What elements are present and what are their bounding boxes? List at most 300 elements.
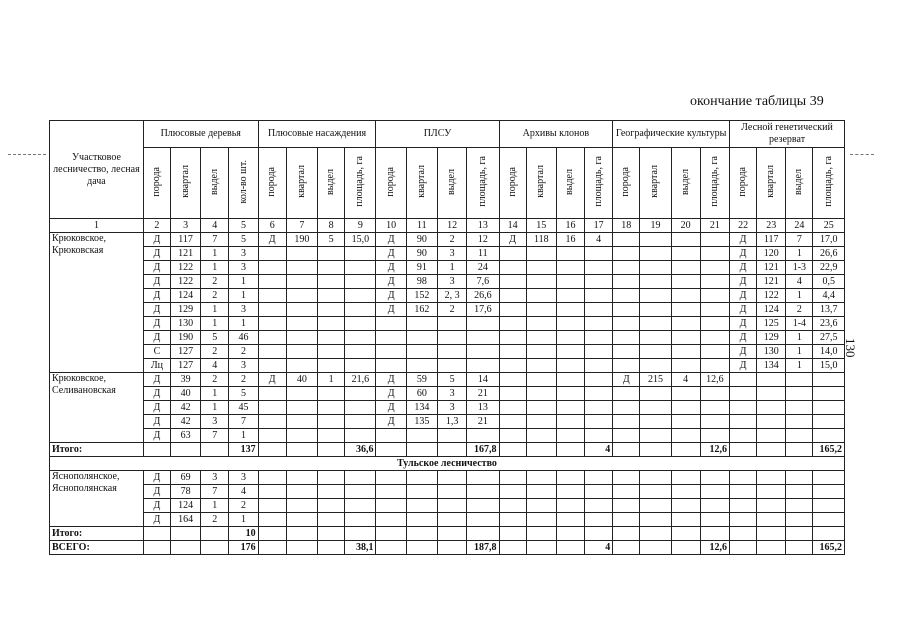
table-cell: 117	[757, 233, 786, 247]
table-cell	[730, 513, 757, 527]
table-cell	[556, 289, 584, 303]
table-cell	[671, 345, 700, 359]
table-cell	[671, 541, 700, 555]
table-cell: 14,0	[813, 345, 845, 359]
table-cell	[526, 275, 556, 289]
table-cell	[286, 275, 317, 289]
table-cell	[467, 345, 499, 359]
table-cell: 1	[438, 261, 467, 275]
table-cell	[258, 513, 286, 527]
table-cell	[585, 401, 613, 415]
col-num: 1	[50, 219, 144, 233]
location-cell: Яснополянское, Яснополянская	[50, 471, 144, 527]
table-cell	[318, 527, 345, 541]
table-cell	[556, 331, 584, 345]
table-cell: 124	[757, 303, 786, 317]
table-cell: 1	[201, 317, 229, 331]
table-cell	[345, 513, 376, 527]
table-cell	[613, 471, 640, 485]
clones-header: Архивы клонов	[499, 121, 613, 148]
table-cell: Д	[376, 289, 406, 303]
table-cell	[286, 485, 317, 499]
table-cell: 4	[786, 275, 813, 289]
table-cell	[345, 345, 376, 359]
table-cell	[640, 387, 671, 401]
table-cell	[700, 247, 729, 261]
table-cell	[345, 317, 376, 331]
table-cell: Д	[143, 485, 170, 499]
table-cell	[786, 401, 813, 415]
table-cell: 2	[201, 289, 229, 303]
table-cell	[406, 527, 437, 541]
table-cell	[170, 541, 200, 555]
table-cell	[757, 499, 786, 513]
table-cell: 121	[170, 247, 200, 261]
table-cell	[499, 359, 526, 373]
table-cell	[286, 317, 317, 331]
table-cell	[556, 373, 584, 387]
table-cell	[526, 387, 556, 401]
table-row	[50, 485, 845, 499]
table-cell: 121	[757, 261, 786, 275]
table-cell	[757, 387, 786, 401]
table-cell	[467, 485, 499, 499]
table-cell	[376, 317, 406, 331]
table-cell	[585, 261, 613, 275]
stands-header: Плюсовые насаждения	[258, 121, 376, 148]
table-cell	[700, 387, 729, 401]
sub-quarter: квартал	[415, 165, 427, 198]
table-cell	[813, 387, 845, 401]
table-cell: 4	[201, 359, 229, 373]
table-cell	[640, 471, 671, 485]
table-cell	[700, 527, 729, 541]
table-cell	[556, 275, 584, 289]
sub-header	[556, 148, 584, 219]
table-cell: 2	[229, 373, 258, 387]
table-cell	[258, 247, 286, 261]
table-cell: Д	[143, 415, 170, 429]
table-cell: Д	[143, 247, 170, 261]
table-cell: 90	[406, 233, 437, 247]
table-row	[50, 233, 845, 247]
table-cell	[467, 429, 499, 443]
table-cell	[613, 443, 640, 457]
table-cell: 59	[406, 373, 437, 387]
table-cell	[786, 443, 813, 457]
table-cell	[671, 317, 700, 331]
table-cell	[613, 359, 640, 373]
table-cell: 134	[757, 359, 786, 373]
table-cell	[613, 387, 640, 401]
sub-section: выдел	[679, 168, 691, 195]
table-cell: 21	[467, 387, 499, 401]
table-cell	[286, 247, 317, 261]
table-cell	[499, 471, 526, 485]
district-header: Участковое лесничество, лесная дача	[50, 121, 144, 219]
table-cell	[700, 415, 729, 429]
table-cell	[170, 443, 200, 457]
table-cell	[613, 429, 640, 443]
table-cell	[467, 331, 499, 345]
table-cell	[170, 527, 200, 541]
table-cell: 190	[286, 233, 317, 247]
table-cell	[201, 527, 229, 541]
table-row	[50, 359, 845, 373]
table-cell: 4	[671, 373, 700, 387]
table-cell	[786, 387, 813, 401]
col-num: 23	[757, 219, 786, 233]
table-cell	[318, 345, 345, 359]
table-cell: 2	[201, 513, 229, 527]
table-cell: 3	[229, 303, 258, 317]
table-cell	[345, 303, 376, 317]
table-cell	[318, 303, 345, 317]
table-cell	[499, 485, 526, 499]
table-cell	[406, 345, 437, 359]
sub-area: площадь, га	[708, 156, 720, 207]
table-cell	[345, 485, 376, 499]
table-cell	[499, 317, 526, 331]
col-num: 10	[376, 219, 406, 233]
table-cell	[438, 331, 467, 345]
table-cell: 1	[201, 387, 229, 401]
table-cell: Д	[143, 401, 170, 415]
table-cell: Д	[730, 317, 757, 331]
table-cell	[585, 387, 613, 401]
table-cell: 91	[406, 261, 437, 275]
table-cell	[730, 373, 757, 387]
table-cell	[640, 541, 671, 555]
table-cell: 2	[229, 499, 258, 513]
subtotal-row	[50, 527, 845, 541]
col-num: 22	[730, 219, 757, 233]
table-cell	[406, 485, 437, 499]
table-cell: 21,6	[345, 373, 376, 387]
total-value: 12,6	[700, 443, 729, 457]
table-cell	[499, 513, 526, 527]
table-cell	[671, 527, 700, 541]
sub-species: порода	[737, 166, 749, 197]
table-cell: 1	[201, 303, 229, 317]
col-num: 19	[640, 219, 671, 233]
total-value: 176	[229, 541, 258, 555]
table-cell	[526, 513, 556, 527]
table-cell: Д	[730, 233, 757, 247]
table-cell: 190	[170, 331, 200, 345]
table-cell	[526, 303, 556, 317]
sub-header	[345, 148, 376, 219]
sub-header	[438, 148, 467, 219]
table-cell: 215	[640, 373, 671, 387]
table-cell: 42	[170, 415, 200, 429]
table-cell	[757, 485, 786, 499]
table-cell	[406, 513, 437, 527]
table-cell: 2, 3	[438, 289, 467, 303]
table-cell: 7	[201, 485, 229, 499]
table-cell: 7	[229, 415, 258, 429]
table-cell	[526, 289, 556, 303]
table-cell	[406, 471, 437, 485]
table-cell	[585, 415, 613, 429]
sub-header	[757, 148, 786, 219]
table-cell	[556, 247, 584, 261]
table-cell: Д	[143, 429, 170, 443]
table-cell: 98	[406, 275, 437, 289]
table-cell	[700, 471, 729, 485]
table-cell	[757, 443, 786, 457]
table-cell	[640, 289, 671, 303]
table-cell: 69	[170, 471, 200, 485]
grand-total-row	[50, 541, 845, 555]
table-cell	[700, 401, 729, 415]
table-row	[50, 471, 845, 485]
geo-header: Географические культуры	[613, 121, 730, 148]
table-cell	[499, 373, 526, 387]
table-cell	[318, 387, 345, 401]
sub-header	[585, 148, 613, 219]
table-cell	[286, 499, 317, 513]
table-cell	[345, 387, 376, 401]
table-cell	[671, 443, 700, 457]
table-cell	[813, 415, 845, 429]
table-cell	[376, 513, 406, 527]
table-cell	[585, 429, 613, 443]
col-num: 6	[258, 219, 286, 233]
table-cell: Д	[730, 359, 757, 373]
table-cell	[345, 289, 376, 303]
table-cell	[467, 513, 499, 527]
table-cell: 3	[438, 401, 467, 415]
table-cell	[526, 261, 556, 275]
table-cell: 2	[229, 345, 258, 359]
col-num: 17	[585, 219, 613, 233]
table-cell	[671, 415, 700, 429]
table-cell	[318, 513, 345, 527]
table-cell	[345, 261, 376, 275]
table-cell: 7,6	[467, 275, 499, 289]
table-cell: 7	[786, 233, 813, 247]
table-cell	[438, 345, 467, 359]
table-cell: 4	[229, 485, 258, 499]
sub-header	[613, 148, 640, 219]
table-39	[49, 120, 845, 555]
table-cell	[757, 471, 786, 485]
table-cell: Д	[143, 499, 170, 513]
table-cell	[813, 471, 845, 485]
table-cell: 1-3	[786, 261, 813, 275]
table-cell	[613, 415, 640, 429]
table-cell	[286, 527, 317, 541]
sub-species: порода	[385, 166, 397, 197]
table-row	[50, 499, 845, 513]
table-cell	[556, 513, 584, 527]
table-cell	[406, 541, 437, 555]
table-cell	[499, 541, 526, 555]
table-cell	[757, 373, 786, 387]
table-cell	[286, 359, 317, 373]
col-num: 9	[345, 219, 376, 233]
table-cell	[585, 303, 613, 317]
table-cell	[730, 387, 757, 401]
table-cell: 5	[229, 233, 258, 247]
table-cell	[376, 345, 406, 359]
table-cell	[345, 429, 376, 443]
sub-header	[671, 148, 700, 219]
sub-header	[499, 148, 526, 219]
table-cell	[613, 541, 640, 555]
table-cell	[556, 317, 584, 331]
table-cell	[786, 415, 813, 429]
table-cell	[526, 541, 556, 555]
table-cell: 3	[229, 471, 258, 485]
table-cell	[345, 247, 376, 261]
table-cell	[556, 429, 584, 443]
table-cell: 134	[406, 401, 437, 415]
table-cell: 164	[170, 513, 200, 527]
sub-quarter: квартал	[535, 165, 547, 198]
table-cell	[700, 261, 729, 275]
col-num: 25	[813, 219, 845, 233]
table-cell	[286, 331, 317, 345]
sub-header	[170, 148, 200, 219]
total-value: 38,1	[345, 541, 376, 555]
sub-section: выдел	[208, 168, 220, 195]
table-cell: 124	[170, 499, 200, 513]
table-cell	[813, 373, 845, 387]
table-cell: 4	[585, 233, 613, 247]
table-cell	[406, 317, 437, 331]
table-cell: 12	[467, 233, 499, 247]
sub-header	[318, 148, 345, 219]
table-cell: 3	[201, 471, 229, 485]
table-cell	[786, 499, 813, 513]
table-cell	[813, 513, 845, 527]
table-cell	[143, 443, 170, 457]
table-cell	[786, 471, 813, 485]
table-cell: С	[143, 345, 170, 359]
total-value: 137	[229, 443, 258, 457]
table-cell: 63	[170, 429, 200, 443]
table-cell	[345, 331, 376, 345]
table-cell: Д	[730, 275, 757, 289]
col-num: 3	[170, 219, 200, 233]
sub-section: выдел	[793, 168, 805, 195]
table-cell	[345, 527, 376, 541]
table-cell	[700, 499, 729, 513]
table-cell: Д	[730, 303, 757, 317]
table-cell	[640, 303, 671, 317]
table-cell	[526, 317, 556, 331]
table-cell	[556, 443, 584, 457]
total-label: ВСЕГО:	[50, 541, 144, 555]
table-cell	[258, 485, 286, 499]
table-cell	[526, 499, 556, 513]
table-cell	[556, 527, 584, 541]
table-row	[50, 303, 845, 317]
table-cell	[585, 513, 613, 527]
col-num: 2	[143, 219, 170, 233]
total-value: 165,2	[813, 541, 845, 555]
sub-header	[526, 148, 556, 219]
table-cell	[258, 275, 286, 289]
table-cell	[757, 541, 786, 555]
table-cell	[318, 429, 345, 443]
table-cell	[613, 275, 640, 289]
col-num: 24	[786, 219, 813, 233]
table-cell	[730, 471, 757, 485]
table-cell	[286, 429, 317, 443]
table-cell	[438, 485, 467, 499]
table-cell	[526, 485, 556, 499]
table-cell: 11	[467, 247, 499, 261]
table-cell: 45	[229, 401, 258, 415]
table-cell	[640, 443, 671, 457]
table-cell	[640, 317, 671, 331]
table-cell	[467, 527, 499, 541]
sub-header	[376, 148, 406, 219]
sub-species: порода	[620, 166, 632, 197]
table-cell: 0,5	[813, 275, 845, 289]
table-cell	[345, 415, 376, 429]
sub-header	[467, 148, 499, 219]
sub-header	[286, 148, 317, 219]
table-cell: Д	[376, 247, 406, 261]
table-cell: 15,0	[813, 359, 845, 373]
sub-area: площадь, га	[592, 156, 604, 207]
table-cell: Д	[143, 387, 170, 401]
table-cell	[526, 247, 556, 261]
table-cell	[585, 527, 613, 541]
table-cell	[700, 359, 729, 373]
table-cell: 3	[229, 359, 258, 373]
table-cell	[376, 499, 406, 513]
table-cell: 1	[201, 401, 229, 415]
table-cell: Д	[143, 513, 170, 527]
table-cell	[318, 415, 345, 429]
table-cell	[467, 471, 499, 485]
sub-header	[229, 148, 258, 219]
table-cell	[438, 471, 467, 485]
sub-header	[201, 148, 229, 219]
table-cell: Д	[143, 233, 170, 247]
table-cell	[556, 303, 584, 317]
subtotal-row	[50, 443, 845, 457]
total-value: 4	[585, 541, 613, 555]
section-row	[50, 457, 845, 471]
table-cell	[786, 541, 813, 555]
table-row	[50, 345, 845, 359]
table-cell: 120	[757, 247, 786, 261]
table-cell: 121	[757, 275, 786, 289]
table-cell	[671, 289, 700, 303]
table-cell: Д	[730, 261, 757, 275]
table-cell	[467, 317, 499, 331]
table-cell: Д	[376, 233, 406, 247]
col-num: 4	[201, 219, 229, 233]
table-cell	[556, 485, 584, 499]
table-cell: Д	[376, 415, 406, 429]
table-cell	[526, 415, 556, 429]
table-cell	[406, 443, 437, 457]
table-cell	[556, 387, 584, 401]
sub-header	[786, 148, 813, 219]
table-cell	[467, 359, 499, 373]
table-cell	[318, 359, 345, 373]
table-cell	[640, 527, 671, 541]
table-cell	[286, 401, 317, 415]
table-row	[50, 429, 845, 443]
